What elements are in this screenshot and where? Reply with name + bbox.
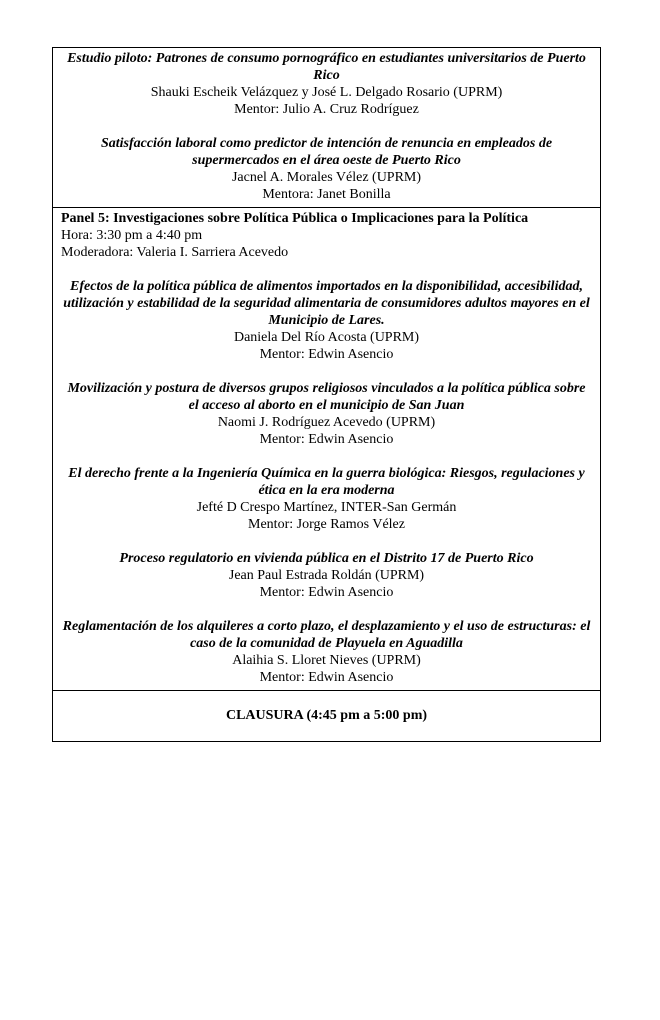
presentation-mentor: Mentor: Edwin Asencio <box>259 347 394 362</box>
presentation-title: Proceso regulatorio en vivienda pública en el Distrito 17 de Puerto Rico <box>119 551 534 566</box>
presentation-mentor: Mentor: Edwin Asencio <box>259 585 394 600</box>
panel-header <box>61 210 592 261</box>
presentation-authors: Naomi J. Rodríguez Acevedo (UPRM) <box>217 415 436 430</box>
presentation-mentor: Mentor: Edwin Asencio <box>259 670 394 685</box>
presentation-title: El derecho frente a la Ingeniería Química en la guerra biológica: Riesgos, regulaciones y ética en la era moderna <box>68 466 585 498</box>
section-previous-panel <box>53 48 600 207</box>
presentation-mentor: Mentor: Jorge Ramos Vélez <box>248 517 405 532</box>
presentation-mentor: Mentora: Janet Bonilla <box>262 187 391 202</box>
presentation-authors: Jean Paul Estrada Roldán (UPRM) <box>228 568 425 583</box>
presentation-entry <box>61 465 592 533</box>
presentation-title: Estudio piloto: Patrones de consumo pornográfico en estudiantes universitarios de Puerto Rico <box>67 51 586 83</box>
presentation-title: Satisfacción laboral como predictor de intención de renuncia en empleados de supermercados en el área oeste de Puerto Rico <box>100 136 553 168</box>
panel-time: Hora: 3:30 pm a 4:40 pm <box>61 228 203 243</box>
presentation-mentor: Mentor: Julio A. Cruz Rodríguez <box>234 102 419 117</box>
presentation-authors: Jefté D Crespo Martínez, INTER-San Germán <box>196 500 457 515</box>
presentation-title: Reglamentación de los alquileres a corto plazo, el desplazamiento y el uso de estructuras: el caso de la comunidad de Playuela en Aguadilla <box>62 619 591 651</box>
panel-title: Panel 5: Investigaciones sobre Política Pública o Implicaciones para la Política <box>61 211 529 226</box>
closing-label: CLAUSURA (4:45 pm a 5:00 pm) <box>225 707 428 723</box>
presentation-entry <box>61 135 592 203</box>
presentation-title: Efectos de la política pública de alimentos importados en la disponibilidad, accesibilidad, utilización y estabilidad de la seguridad alimentaria de consumidores adultos mayores en el Municipio de Lares. <box>63 279 590 328</box>
program-table <box>52 47 601 742</box>
presentation-entry <box>61 278 592 363</box>
presentation-authors: Daniela Del Río Acosta (UPRM) <box>233 330 420 345</box>
presentation-entry <box>61 550 592 601</box>
presentation-entry <box>61 50 592 118</box>
presentation-authors: Shauki Escheik Velázquez y José L. Delgado Rosario (UPRM) <box>150 85 503 100</box>
panel-moderator: Moderadora: Valeria I. Sarriera Acevedo <box>61 245 289 260</box>
section-panel-5 <box>53 207 600 690</box>
presentation-entry <box>61 618 592 686</box>
presentation-authors: Jacnel A. Morales Vélez (UPRM) <box>231 170 422 185</box>
section-closing <box>53 690 600 741</box>
presentation-title: Movilización y postura de diversos grupos religiosos vinculados a la política pública sobre el acceso al aborto en el municipio de San Juan <box>67 381 586 413</box>
presentation-authors: Alaihia S. Lloret Nieves (UPRM) <box>232 653 421 668</box>
presentation-entry <box>61 380 592 448</box>
presentation-mentor: Mentor: Edwin Asencio <box>259 432 394 447</box>
